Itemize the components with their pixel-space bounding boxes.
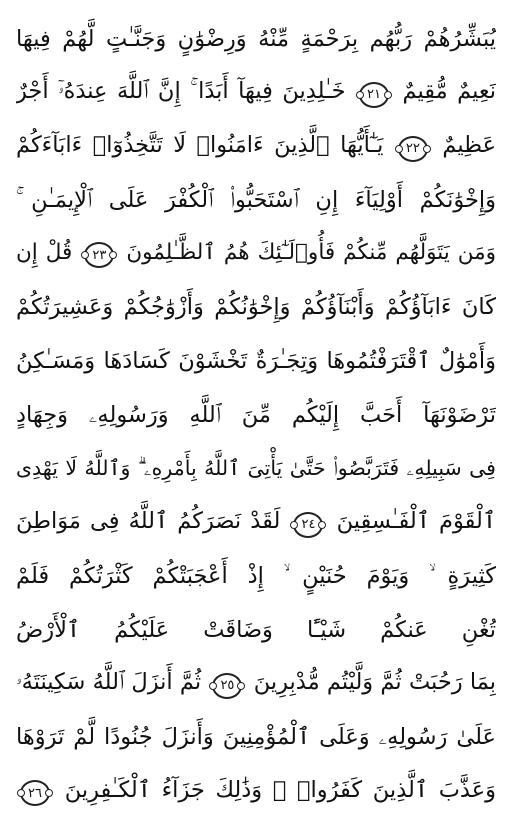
- verse-line-content: [16, 25, 496, 53]
- ayah-number-marker: ٢١: [359, 82, 389, 108]
- verse-text: ٱلْقَوْمَ ٱلْفَـٰسِقِينَ: [336, 508, 496, 535]
- verse-line-content: [16, 562, 496, 590]
- verse-text: تُغْنِ عَنكُمْ شَيْـًٔا وَضَاقَتْ عَلَيْكُمُ ٱلْأَرْضُ: [16, 616, 496, 643]
- verse-line: [16, 283, 496, 333]
- verse-text: يُبَشِّرُهُمْ رَبُّهُم بِرَحْمَةٍ مِّنْهُ وَرِضْوَٰنٍ وَجَنَّـٰتٍ لَّهُمْ فِيهَا: [16, 25, 496, 52]
- verse-text: تَرْضَوْنَهَآ أَحَبَّ إِلَيْكُم مِّنَ ٱللَّهِ وَرَسُولِهِۦ وَجِهَادٍ: [16, 401, 496, 428]
- verse-line-content: [16, 507, 496, 538]
- verse-text: خَـٰلِدِينَ فِيهَآ أَبَدًا ۚ إِنَّ ٱللَّهَ عِندَهُۥٓ أَجْرٌ: [16, 78, 346, 105]
- verse-line: [16, 551, 496, 601]
- verse-text: بِمَا رَحُبَتْ ثُمَّ وَلَّيْتُم مُّدْبِرِينَ: [253, 669, 496, 696]
- verse-text: ثُمَّ أَنزَلَ ٱللَّهُ سَكِينَتَهُۥ: [16, 669, 202, 696]
- verse-text: كَثِيرَةٍ ۙ وَيَوْمَ حُنَيْنٍ ۙ إِذْ أَعْجَبَتْكُمْ كَثْرَتُكُمْ فَلَمْ: [16, 562, 496, 589]
- verse-line: [16, 444, 496, 494]
- verse-line: [16, 712, 496, 762]
- ayah-number-marker: ٢٤: [293, 512, 323, 538]
- verse-line: [16, 766, 496, 816]
- verse-line-content: [16, 776, 496, 807]
- verse-text: وَأَمْوَٰلٌ ٱقْتَرَفْتُمُوهَا وَتِجَـٰرَةٌ تَخْشَوْنَ كَسَادَهَا وَمَسَـٰكِنُ: [16, 348, 496, 375]
- verse-line: [16, 229, 496, 279]
- verse-line-content: [16, 186, 496, 214]
- verse-text: فِى سَبِيلِهِۦ فَتَرَبَّصُوا۟ حَتَّىٰ يَأْتِىَ ٱللَّهُ بِأَمْرِهِۦ ۗ وَٱللَّهُ لَا يَهْدِى: [16, 455, 496, 480]
- verse-text: يَـٰٓأَيُّهَا ٱلَّذِينَ ءَامَنُوا۟ لَا تَتَّخِذُوٓا۟ ءَابَآءَكُمْ: [16, 132, 384, 159]
- ayah-number-marker: ٢٣: [84, 242, 114, 268]
- verse-text: عَظِيمٌ: [442, 132, 496, 159]
- verse-line-content: [16, 293, 496, 321]
- verse-text: وَمَن يَتَوَلَّهُم مِّنكُمْ فَأُو۟لَـٰٓئِكَ هُمُ ٱلظَّـٰلِمُونَ: [126, 239, 496, 265]
- verse-text: عَلَىٰ رَسُولِهِۦ وَعَلَى ٱلْمُؤْمِنِينَ وَأَنزَلَ جُنُودًا لَّمْ تَرَوْهَا: [16, 724, 496, 751]
- ayah-number-marker: ٢٦: [20, 780, 50, 806]
- verse-text: نَعِيمٌ مُّقِيمٌ: [402, 78, 496, 105]
- verse-line-content: [16, 401, 496, 429]
- ayah-number-marker: ٢٢: [398, 136, 428, 162]
- verse-text: كَانَ ءَابَآؤُكُمْ وَأَبْنَآؤُكُمْ وَإِخْوَٰنُكُمْ وَأَزْوَٰجُكُمْ وَعَشِيرَتُكُمْ: [16, 294, 496, 321]
- verse-line: [16, 336, 496, 386]
- verse-line-content: [16, 723, 496, 751]
- ayah-number-marker: ٢٥: [212, 673, 242, 699]
- verse-line-content: [16, 456, 496, 482]
- verse-line-content: [16, 347, 496, 375]
- text-lines: [16, 14, 496, 816]
- verse-line: [16, 497, 496, 547]
- verse-line: [16, 390, 496, 440]
- verse-line-content: [16, 131, 496, 162]
- verse-text: وَعَذَّبَ ٱلَّذِينَ كَفَرُوا۟ ۚ وَذَٰلِكَ جَزَآءُ ٱلْكَـٰفِرِينَ: [64, 776, 496, 803]
- verse-line-content: [16, 616, 496, 644]
- verse-line: [16, 14, 496, 64]
- verse-text: قُلْ إِن: [16, 239, 73, 265]
- verse-text: لَقَدْ نَصَرَكُمُ ٱللَّهُ فِى مَوَاطِنَ: [16, 508, 281, 535]
- verse-line: [16, 68, 496, 118]
- verse-line: [16, 658, 496, 708]
- verse-line: [16, 175, 496, 225]
- verse-line-content: [16, 240, 496, 269]
- verse-line: [16, 605, 496, 655]
- verse-text: وَإِخْوَٰنَكُمْ أَوْلِيَآءَ إِنِ ٱسْتَحَبُّوا۟ ٱلْكُفْرَ عَلَى ٱلْإِيمَـٰنِ ۚ: [16, 187, 496, 214]
- verse-line-content: [16, 77, 496, 108]
- verse-line: [16, 121, 496, 171]
- verse-line-content: [16, 668, 496, 699]
